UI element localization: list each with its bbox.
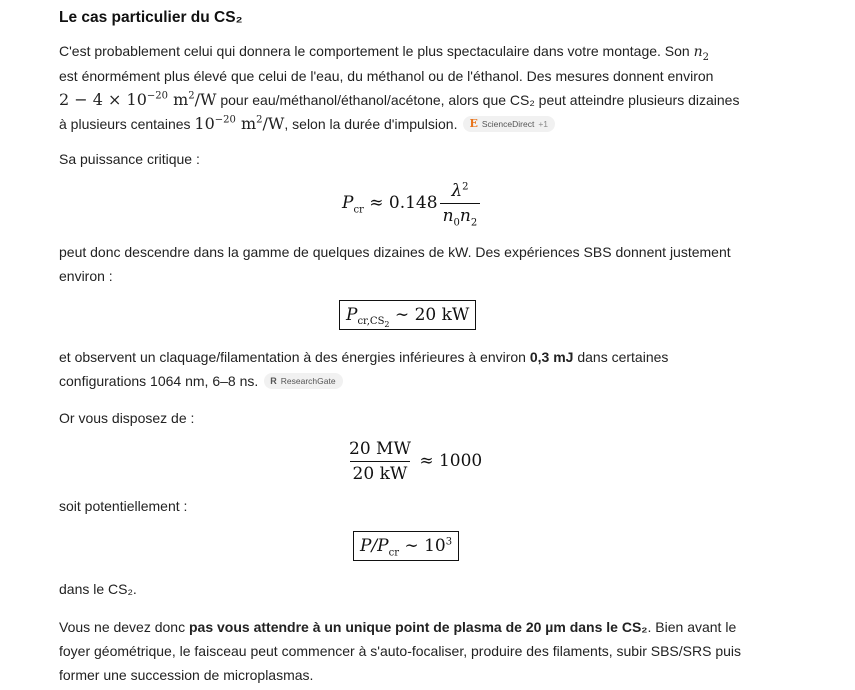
bold-text: 0,3 mJ — [529, 349, 574, 365]
paragraph-critical-power: Sa puissance critique : — [59, 151, 200, 167]
text: C'est probablement celui qui donnera le comportement le plus spectaculaire dans votre montage. Son — [59, 43, 694, 59]
math-n: n — [693, 44, 703, 60]
citation-chip-sciencedirect[interactable] — [463, 116, 555, 132]
text: former une succession de microplasmas. — [59, 667, 314, 683]
citation-label: ScienceDirect — [481, 119, 535, 130]
equation-ratio: $\frac{20 MW}{20 kW}$ ≈ 1000 — [349, 439, 483, 484]
text: à plusieurs centaines — [59, 116, 195, 132]
text: environ : — [59, 268, 113, 284]
paragraph-potentially: soit potentiellement : — [59, 498, 188, 514]
text: est énormément plus élevé que celui de l'eau, du méthanol ou de l'éthanol. Des mesures donnent environ — [59, 68, 714, 84]
paragraph-in-cs2: dans le CS₂. — [59, 581, 137, 597]
sciencedirect-icon: E — [469, 117, 478, 131]
paragraph-conclusion — [59, 615, 759, 687]
equation-critical-power: $P_{cr} \approx 0.148$ $\frac{\lambda^2}{n_0n_2}$ — [342, 181, 480, 226]
citation-label: ResearchGate — [280, 376, 336, 387]
text: Vous ne devez donc — [59, 619, 189, 635]
paragraph-breakdown — [59, 345, 759, 393]
equation-p-over-pcr: $P/P_{cr}$ ∼ $10^3$ — [353, 531, 459, 561]
text: et observent un claquage/filamentation à des énergies inférieures à environ — [59, 349, 530, 365]
researchgate-icon: R — [270, 376, 277, 387]
math-sub: 2 — [702, 51, 709, 63]
equation-pcr-cs2: $P_{cr,CS_2}$ ∼ 20 kW — [339, 300, 476, 330]
text: , selon la durée d'impulsion. — [284, 116, 458, 132]
math-range: $2 - 4 \times 10^{-20}$ $m^2/W$ — [59, 90, 217, 109]
section-title: Le cas particulier du CS₂ — [59, 9, 243, 26]
citation-chip-researchgate[interactable] — [264, 373, 342, 389]
text: foyer géométrique, le faisceau peut commencer à s'auto-focaliser, produire des filaments, subir SBS/SRS puis — [59, 643, 742, 659]
bold-text: pas vous attendre à un unique point de plasma de 20 µm dans le CS₂ — [189, 619, 648, 635]
text: . Bien avant le — [647, 619, 737, 635]
text: configurations 1064 nm, 6–8 ns. — [59, 373, 259, 389]
math-value: $10^{-20}$ $m^2/W$ — [194, 114, 285, 133]
citation-more: +1 — [538, 119, 549, 130]
text: pour eau/méthanol/éthanol/acétone, alors que CS₂ peut atteindre plusieurs dizaines — [216, 92, 740, 108]
text: dans certaines — [573, 349, 669, 365]
text: peut donc descendre dans la gamme de quelques dizaines de kW. Des expériences SBS donnent justement — [59, 244, 731, 260]
paragraph-kw-range — [59, 240, 759, 288]
paragraph-available: Or vous disposez de : — [59, 410, 195, 426]
paragraph-cs2-intro — [59, 39, 759, 136]
